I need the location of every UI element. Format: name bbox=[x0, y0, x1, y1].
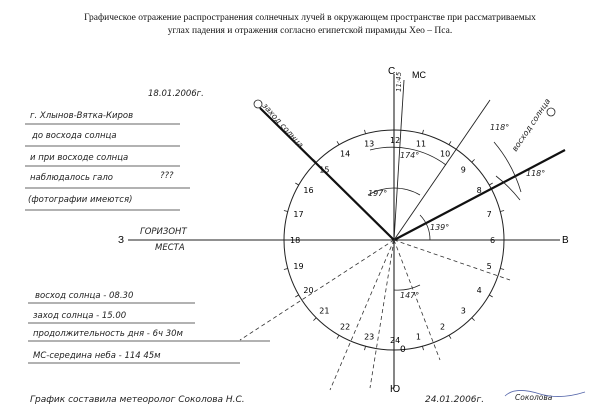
hour-label-24: 24 bbox=[390, 336, 401, 345]
note-place: г. Хлынов-Вятка-Киров bbox=[30, 111, 134, 121]
sunset-time: заход солнца - 15.00 bbox=[33, 311, 127, 321]
hour-label-7: 7 bbox=[486, 210, 492, 220]
dashed-right bbox=[394, 240, 510, 280]
hour-label-18: 18 bbox=[290, 236, 301, 245]
dashed-lower-right bbox=[394, 240, 440, 360]
angle-147: 147° bbox=[400, 291, 420, 300]
sunset-label: заход солнца bbox=[260, 101, 306, 150]
hour-label-17: 17 bbox=[293, 210, 304, 220]
hour-tick-13 bbox=[365, 130, 366, 134]
footer-date: 24.01.2006г. bbox=[425, 395, 485, 405]
mc-label: МС bbox=[412, 70, 426, 80]
hour-label-8: 8 bbox=[476, 186, 482, 195]
footer bbox=[30, 390, 585, 405]
title-line-2: углах падения и отражения согласно египетской пирамиды Хео – Пса. bbox=[167, 26, 453, 36]
mc-line bbox=[394, 80, 404, 240]
hour-label-6: 6 bbox=[490, 236, 496, 245]
arc-147 bbox=[394, 285, 420, 290]
hour-tick-3 bbox=[472, 318, 475, 321]
hour-tick-2 bbox=[449, 335, 451, 338]
note-line-5: наблюдалось гало bbox=[30, 173, 114, 183]
hour-label-13: 13 bbox=[364, 139, 375, 149]
hour-label-16: 16 bbox=[303, 186, 314, 195]
angle-139: 139° bbox=[430, 223, 450, 232]
hour-tick-17 bbox=[284, 211, 288, 212]
hour-tick-19 bbox=[284, 269, 288, 270]
note-question-marks: ??? bbox=[160, 171, 174, 181]
signature: Соколова bbox=[515, 393, 553, 402]
sun-symbol-sunset bbox=[254, 100, 262, 108]
hour-label-19: 19 bbox=[293, 261, 304, 271]
note-line-6: (фотографии имеются) bbox=[28, 195, 133, 205]
hour-tick-14 bbox=[337, 141, 339, 144]
hour-tick-7 bbox=[500, 211, 504, 212]
mc-time: 11:45 bbox=[395, 71, 403, 92]
hour-tick-21 bbox=[313, 318, 316, 321]
hour-label-11: 11 bbox=[415, 139, 427, 149]
sun-times bbox=[28, 291, 270, 363]
hour-tick-11 bbox=[423, 130, 424, 134]
hour-label-14: 14 bbox=[340, 149, 351, 159]
hour-label-20: 20 bbox=[303, 286, 314, 295]
midheaven-time: МС-середина неба - 114 45м bbox=[33, 351, 161, 361]
hour-tick-10 bbox=[449, 141, 451, 144]
arc-139 bbox=[420, 215, 430, 240]
ray-upper-right bbox=[394, 100, 490, 240]
west-label: З bbox=[118, 235, 125, 246]
angle-118-bottom: 118° bbox=[526, 169, 546, 178]
north-label: С bbox=[388, 66, 396, 77]
hour-tick-23 bbox=[365, 346, 366, 350]
note-date: 18.01.2006г. bbox=[148, 89, 204, 99]
hour-label-9: 9 bbox=[460, 165, 466, 175]
hour-tick-16 bbox=[295, 183, 298, 185]
hour-tick-20 bbox=[295, 295, 298, 297]
note-line-4: и при восходе солнца bbox=[30, 153, 129, 163]
hour-tick-5 bbox=[500, 269, 504, 270]
hour-tick-22 bbox=[337, 335, 339, 338]
compiled-by: График составила метеоролог Соколова Н.С. bbox=[30, 395, 245, 405]
hour-label-4: 4 bbox=[476, 286, 482, 295]
day-duration: продолжительность дня - 6ч 30м bbox=[33, 329, 183, 339]
hour-label-21: 21 bbox=[319, 306, 330, 316]
note-line-3: до восхода солнца bbox=[32, 131, 117, 141]
hour-tick-1 bbox=[423, 346, 424, 350]
dashed-lower bbox=[330, 240, 394, 390]
horizon-label-bottom: МЕСТА bbox=[155, 243, 185, 253]
sun-symbol-sunrise bbox=[547, 108, 555, 116]
hour-tick-8 bbox=[489, 183, 492, 185]
hour-label-10: 10 bbox=[440, 149, 451, 159]
hour-zero: 0 bbox=[400, 345, 406, 355]
east-label: В bbox=[562, 235, 569, 246]
hour-label-2: 2 bbox=[440, 322, 446, 332]
hour-tick-4 bbox=[489, 295, 492, 297]
hour-tick-9 bbox=[472, 159, 475, 162]
hour-label-15: 15 bbox=[319, 165, 330, 175]
diagram-main bbox=[118, 66, 569, 395]
hour-label-12: 12 bbox=[390, 136, 401, 145]
dashed-lower-left bbox=[240, 240, 394, 340]
hour-label-1: 1 bbox=[415, 332, 421, 342]
hour-label-23: 23 bbox=[364, 332, 375, 342]
angle-197: 197° bbox=[368, 189, 388, 198]
hour-label-3: 3 bbox=[460, 306, 466, 316]
dashed-south bbox=[370, 240, 394, 388]
angle-118-top: 118° bbox=[490, 123, 510, 132]
hour-label-5: 5 bbox=[486, 261, 492, 271]
title-line-1: Графическое отражение распространения солнечных лучей в окружающем пространстве при рассматриваемых bbox=[84, 13, 536, 23]
hour-label-22: 22 bbox=[340, 322, 351, 332]
sunrise-time: восход солнца - 08.30 bbox=[35, 291, 134, 301]
horizon-label-top: ГОРИЗОНТ bbox=[140, 227, 187, 237]
sunrise-label: восход солнца bbox=[510, 96, 553, 154]
south-label: Ю bbox=[390, 384, 401, 395]
angle-174: 174° bbox=[400, 151, 420, 160]
observation-notes bbox=[25, 89, 204, 210]
